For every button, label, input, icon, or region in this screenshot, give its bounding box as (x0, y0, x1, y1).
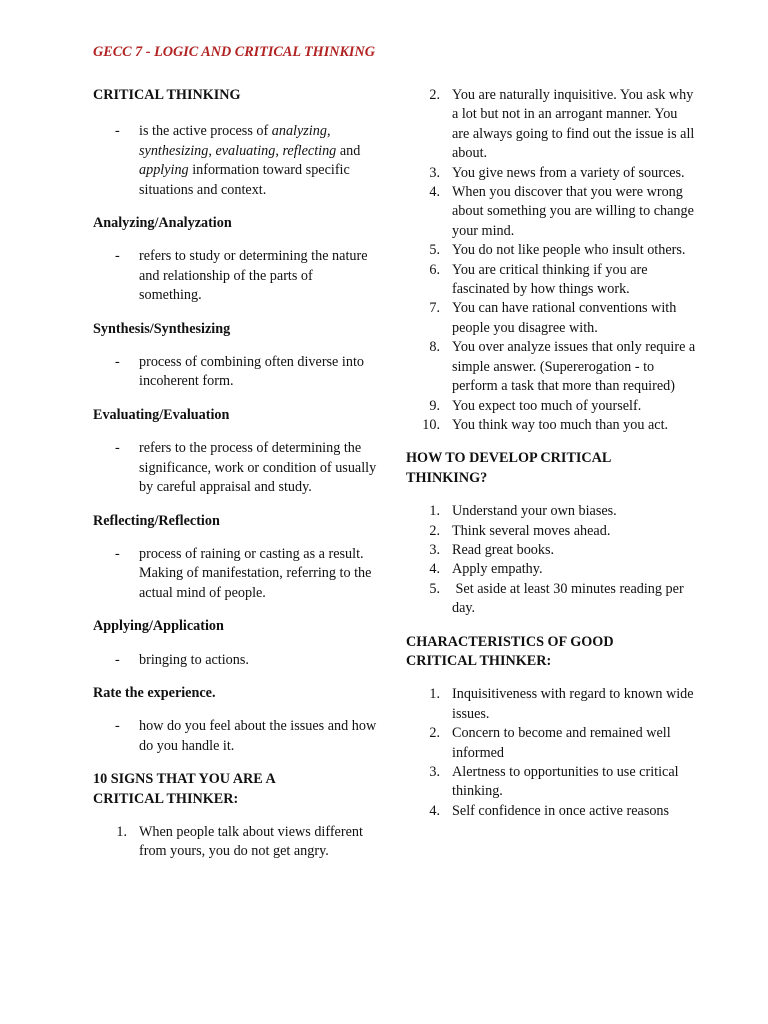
term-heading-applying: Applying/Application (93, 618, 224, 635)
term-text: refers to the process of determining the significance, work or condition of usually by careful appraisal and study. (139, 440, 377, 496)
right-column (406, 86, 696, 835)
list-item: 2. Think several moves ahead. (429, 522, 611, 539)
signs-list-continued (406, 86, 696, 435)
term-definition-applying (93, 651, 378, 670)
term-text: process of combining often diverse into incoherent form. (139, 354, 364, 390)
term-heading-reflecting: Reflecting/Reflection (93, 512, 220, 529)
list-item: 3. Alertness to opportunities to use critical thinking. (429, 764, 679, 800)
dash-marker: - (115, 248, 120, 265)
term-text: bringing to actions. (139, 651, 249, 668)
dash-marker: - (115, 123, 120, 140)
list-item: 1. When people talk about views different from yours, you do not get angry. (116, 823, 363, 860)
develop-list (406, 502, 696, 618)
critical-thinking-heading: CRITICAL THINKING (93, 87, 241, 103)
list-item: 8. You over analyze issues that only require a simple answer. (Supererogation - to perform a task that more than required) (429, 339, 696, 395)
list-item: 3. Read great books. (429, 541, 555, 558)
dash-marker: - (115, 718, 120, 735)
list-item: 4. Apply empathy. (429, 561, 543, 578)
list-item: 7. You can have rational conventions with people you disagree with. (429, 300, 677, 336)
list-item: 1. Understand your own biases. (429, 503, 617, 520)
term-definition-synthesis (93, 353, 378, 392)
develop-heading: HOW TO DEVELOP CRITICAL THINKING? (406, 450, 611, 486)
term-definition-reflecting (93, 545, 378, 603)
list-item: 2. Concern to become and remained well informed (429, 725, 671, 761)
term-definition-rate-experience (93, 717, 378, 756)
term-text: refers to study or determining the nature and relationship of the parts of something. (139, 248, 368, 304)
list-item: 1. Inquisitiveness with regard to known wide issues. (429, 686, 694, 722)
dash-marker: - (115, 440, 120, 457)
term-text: process of raining or casting as a result. Making of manifestation, referring to the actual mind of people. (139, 545, 372, 601)
page-header-title: GECC 7 - LOGIC AND CRITICAL THINKING (93, 44, 375, 60)
list-item: 6. You are critical thinking if you are fascinated by how things work. (429, 261, 648, 298)
dash-marker: - (115, 651, 120, 668)
list-item: 4. Self confidence in once active reasons (429, 802, 670, 819)
term-heading-analyzing: Analyzing/Analyzation (93, 215, 232, 232)
list-item: 5. You do not like people who insult others. (429, 242, 686, 259)
term-text: how do you feel about the issues and how do you handle it. (139, 718, 377, 754)
list-item: 2. You are naturally inquisitive. You ask why a lot but not in an arrogant manner. You are always going to find out the issue is all about. (429, 87, 695, 162)
signs-heading: 10 SIGNS THAT YOU ARE A CRITICAL THINKER: (93, 771, 275, 807)
signs-list-start (93, 823, 378, 862)
dash-marker: - (115, 545, 120, 562)
list-item: 3. You give news from a variety of sources. (429, 164, 685, 181)
list-item: 9. You expect too much of yourself. (429, 397, 642, 414)
term-heading-evaluating: Evaluating/Evaluation (93, 406, 230, 423)
left-column (93, 86, 378, 876)
characteristics-list (406, 685, 696, 821)
definition-text: is the active process of analyzing, synthesizing, evaluating, reflecting and applying information toward specific situations and context. (139, 123, 361, 198)
characteristics-heading: CHARACTERISTICS OF GOOD CRITICAL THINKER: (406, 633, 614, 669)
critical-thinking-definition (93, 122, 378, 200)
term-heading-rate-experience: Rate the experience. (93, 684, 216, 701)
term-definition-evaluating (93, 439, 378, 497)
list-item: 10. You think way too much than you act. (422, 416, 669, 433)
term-definition-analyzing (93, 247, 378, 305)
dash-marker: - (115, 354, 120, 371)
list-item: 5. Set aside at least 30 minutes reading per day. (429, 580, 688, 617)
term-heading-synthesis: Synthesis/Synthesizing (93, 320, 231, 337)
list-item: 4. When you discover that you were wrong about something you are willing to change your mind. (429, 184, 694, 239)
